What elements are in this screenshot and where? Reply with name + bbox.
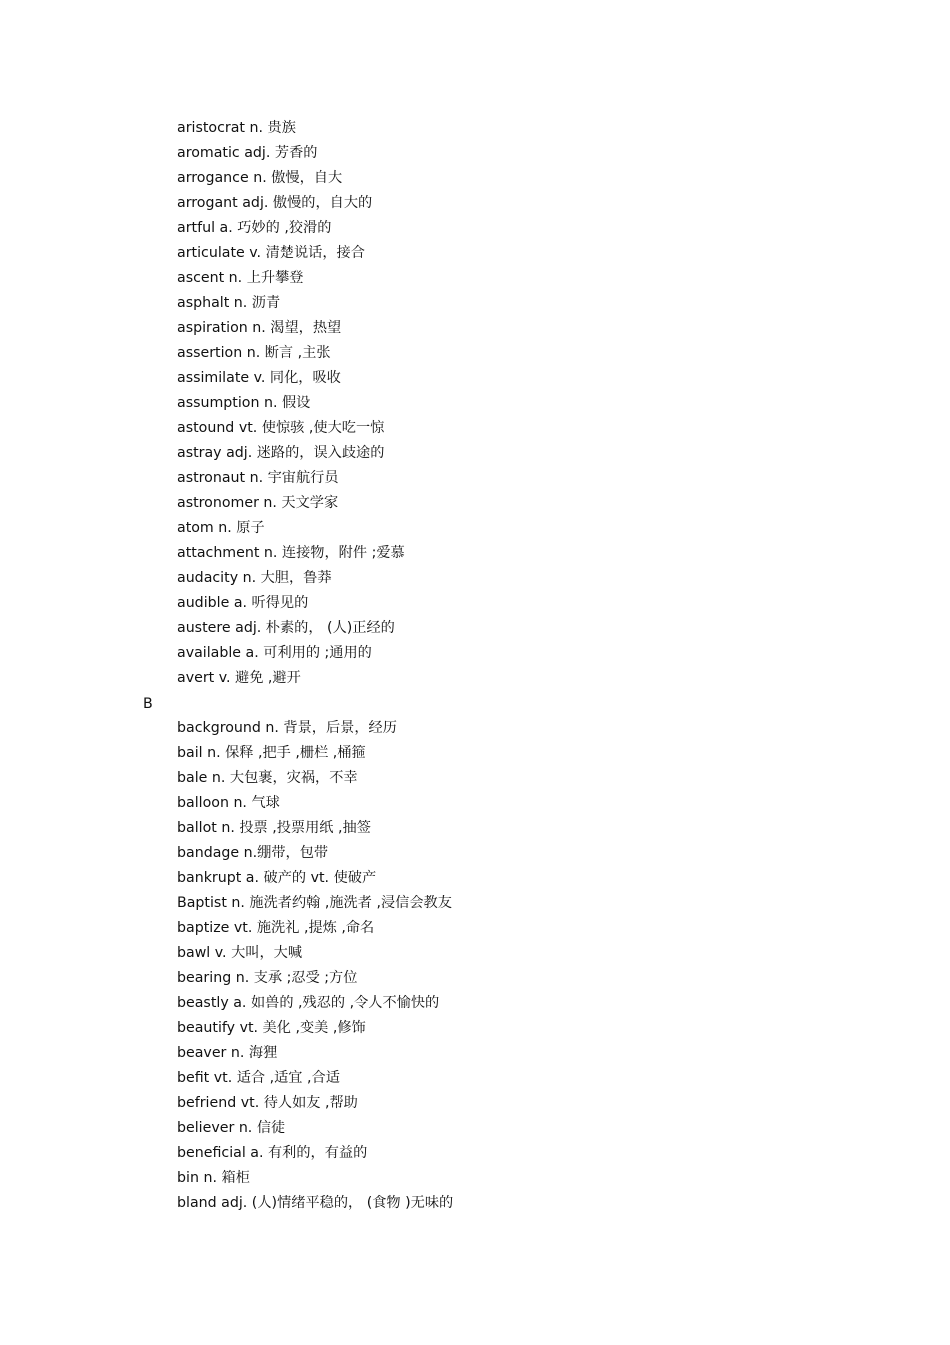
vocabulary-entry: atom n. 原子	[177, 520, 265, 536]
vocabulary-entry: audacity n. 大胆，鲁莽	[177, 570, 332, 586]
vocabulary-entry: audible a. 听得见的	[177, 595, 309, 611]
vocabulary-entry: befit vt. 适合 ,适宜 ,合适	[177, 1070, 340, 1086]
vocabulary-entry: believer n. 信徒	[177, 1120, 286, 1136]
vocabulary-entry: avert v. 避免 ,避开	[177, 670, 301, 686]
vocabulary-entry: beautify vt. 美化 ,变美 ,修饰	[177, 1020, 366, 1036]
vocabulary-entry: Baptist n. 施洗者约翰 ,施洗者 ,浸信会教友	[177, 895, 452, 911]
vocabulary-entry: austere adj. 朴素的， (人)正经的	[177, 620, 395, 636]
vocabulary-entry: bankrupt a. 破产的 vt. 使破产	[177, 870, 377, 886]
vocabulary-entry: available a. 可利用的 ;通用的	[177, 645, 372, 661]
vocabulary-entry: assertion n. 断言 ,主张	[177, 345, 331, 361]
vocabulary-entry: articulate v. 清楚说话，接合	[177, 245, 365, 261]
vocabulary-entry: befriend vt. 待人如友 ,帮助	[177, 1095, 358, 1111]
vocabulary-entry: arrogant adj. 傲慢的，自大的	[177, 195, 373, 211]
vocabulary-list-a	[177, 116, 877, 691]
vocabulary-entry: assumption n. 假设	[177, 395, 311, 411]
vocabulary-entry: astray adj. 迷路的，误入歧途的	[177, 445, 385, 461]
vocabulary-entry: beaver n. 海狸	[177, 1045, 278, 1061]
vocabulary-entry: astronomer n. 天文学家	[177, 495, 339, 511]
vocabulary-entry: arrogance n. 傲慢，自大	[177, 170, 343, 186]
vocabulary-entry: bin n. 箱柜	[177, 1170, 250, 1186]
vocabulary-entry: ballot n. 投票 ,投票用纸 ,抽签	[177, 820, 371, 836]
vocabulary-entry: asphalt n. 沥青	[177, 295, 281, 311]
vocabulary-entry: bawl v. 大叫，大喊	[177, 945, 303, 961]
vocabulary-entry: bail n. 保释 ,把手 ,栅栏 ,桶箍	[177, 745, 366, 761]
section-heading-b: B	[143, 696, 153, 712]
vocabulary-entry: aspiration n. 渴望，热望	[177, 320, 342, 336]
vocabulary-entry: bland adj. (人)情绪平稳的， (食物 )无味的	[177, 1195, 454, 1211]
vocabulary-entry: aristocrat n. 贵族	[177, 120, 296, 136]
vocabulary-entry: attachment n. 连接物，附件 ;爱慕	[177, 545, 405, 561]
vocabulary-entry: baptize vt. 施洗礼 ,提炼 ,命名	[177, 920, 375, 936]
vocabulary-entry: background n. 背景，后景，经历	[177, 720, 397, 736]
vocabulary-entry: assimilate v. 同化，吸收	[177, 370, 341, 386]
vocabulary-entry: balloon n. 气球	[177, 795, 280, 811]
vocabulary-entry: astronaut n. 宇宙航行员	[177, 470, 339, 486]
vocabulary-entry: artful a. 巧妙的 ,狡滑的	[177, 220, 332, 236]
vocabulary-list-b	[177, 716, 877, 1216]
vocabulary-entry: astound vt. 使惊骇 ,使大吃一惊	[177, 420, 385, 436]
vocabulary-entry: beneficial a. 有利的，有益的	[177, 1145, 368, 1161]
vocabulary-entry: ascent n. 上升攀登	[177, 270, 304, 286]
vocabulary-entry: bale n. 大包裹，灾祸，不幸	[177, 770, 358, 786]
vocabulary-entry: aromatic adj. 芳香的	[177, 145, 318, 161]
vocabulary-entry: bearing n. 支承 ;忍受 ;方位	[177, 970, 358, 986]
vocabulary-entry: beastly a. 如兽的 ,残忍的 ,令人不愉快的	[177, 995, 440, 1011]
vocabulary-entry: bandage n.绷带，包带	[177, 845, 329, 861]
